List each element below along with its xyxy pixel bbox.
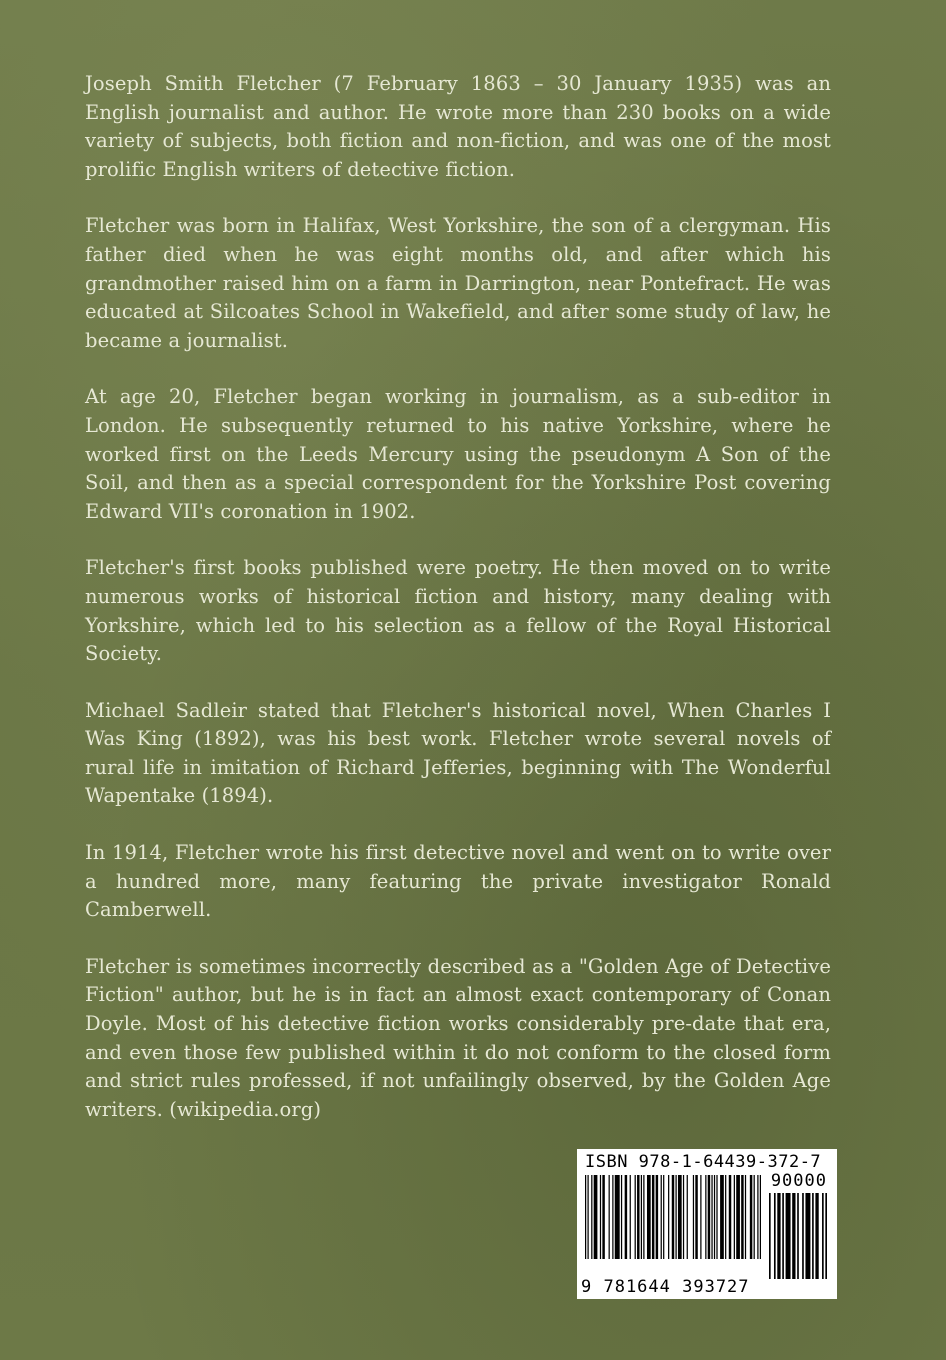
barcode-bar-1 <box>587 1175 588 1259</box>
barcode-bar-24 <box>678 1175 682 1259</box>
barcode-addon-bar-57 <box>822 1193 824 1279</box>
paragraph-early-life: Fletcher was born in Halifax, West Yorkshire, the son of a clergyman. His father died when he was eight months old, and after which his grandmother raised him on a farm in Darrington, near Pontefract. He was educated at Silcoates School in Wakefield, and after some study of law, he became a journalist. <box>85 214 831 352</box>
barcode-bar-29 <box>700 1175 701 1259</box>
barcode-addon-bar-46 <box>769 1193 771 1279</box>
barcode-bar-39 <box>736 1175 740 1259</box>
barcode-bar-38 <box>734 1175 735 1259</box>
barcode-addon-bar-55 <box>812 1193 814 1279</box>
barcode-bar-26 <box>687 1175 688 1259</box>
isbn-barcode <box>577 1149 837 1299</box>
barcode-bar-6 <box>609 1175 610 1259</box>
barcode-bar-14 <box>641 1175 642 1259</box>
barcode-addon-bar-50 <box>786 1193 791 1279</box>
paragraph-first-books: Fletcher's first books published were poetry. He then moved on to write numerous works of historical fiction and history, many dealing with Yorkshire, which led to his selection as a fellow of the Royal Historical Society. <box>85 556 831 666</box>
barcode-bar-15 <box>643 1175 644 1259</box>
barcode-addon-bar-54 <box>805 1193 810 1279</box>
barcode-bar-10 <box>625 1175 627 1259</box>
price-code: 90000 <box>770 1171 827 1191</box>
barcode-bar-33 <box>714 1175 715 1259</box>
paragraph-journalism: At age 20, Fletcher began working in journalism, as a sub-editor in London. He subsequently returned to his native Yorkshire, where he worked first on the Leeds Mercury using the pseudonym A Son of the Soil, and then as a special correspondent for the Yorkshire Post covering Edward VII's coronation in 1902. <box>85 385 831 523</box>
barcode-bar-3 <box>594 1175 598 1259</box>
barcode-bar-4 <box>600 1175 601 1259</box>
barcode-bar-5 <box>602 1175 604 1259</box>
barcode-addon-bar-56 <box>815 1193 818 1279</box>
barcode-addon-bar-58 <box>825 1193 827 1279</box>
barcode-bar-41 <box>745 1175 746 1259</box>
barcode-bar-22 <box>672 1175 674 1259</box>
barcode-bar-21 <box>668 1175 669 1259</box>
paragraph-historical-novel: Michael Sadleir stated that Fletcher's historical novel, When Charles I Was King (1892), was his best work. Fletcher wrote several novels of rural life in imitation of Richard Jefferies, beginning with The Wonderful Wapentake (1894). <box>85 698 831 808</box>
barcode-bar-25 <box>683 1175 684 1259</box>
barcode-bar-32 <box>711 1175 712 1259</box>
barcode-addon-bar-49 <box>782 1193 784 1279</box>
barcode-addon-bar-53 <box>802 1193 804 1279</box>
barcode-bar-23 <box>675 1175 676 1259</box>
barcode-bar-40 <box>741 1175 743 1259</box>
barcode-bar-37 <box>729 1175 731 1259</box>
barcode-bar-35 <box>720 1175 724 1259</box>
barcode-bar-7 <box>612 1175 613 1259</box>
isbn-label: ISBN 978-1-64439-372-7 <box>585 1152 822 1172</box>
barcode-bar-27 <box>693 1175 694 1259</box>
barcode-bar-20 <box>663 1175 664 1259</box>
barcode-bar-12 <box>635 1175 636 1259</box>
barcode-bar-42 <box>750 1175 752 1259</box>
barcode-bar-11 <box>630 1175 631 1259</box>
barcode-bar-8 <box>615 1175 620 1259</box>
back-cover-text <box>85 70 831 1152</box>
paragraph-intro: Joseph Smith Fletcher (7 February 1863 – 30 January 1935) was an English journalist and author. He wrote more than 230 books on a wide variety of subjects, both fiction and non-fiction, and was one of the most prolific English writers of detective fiction. <box>85 72 831 181</box>
barcode-bar-45 <box>760 1175 761 1259</box>
barcode-bar-17 <box>652 1175 654 1259</box>
paragraph-detective-novels: In 1914, Fletcher wrote his first detective novel and went on to write over a hundred more, many featuring the private investigator Ronald Camberwell. <box>85 841 831 922</box>
ean-digits: 9 781644 393727 <box>581 1277 750 1297</box>
barcode-bar-16 <box>647 1175 651 1259</box>
barcode-bar-36 <box>725 1175 726 1259</box>
barcode-bar-43 <box>754 1175 755 1259</box>
barcode-bar-34 <box>716 1175 717 1259</box>
barcode-bar-18 <box>656 1175 658 1259</box>
barcode-addon-bar-51 <box>792 1193 795 1279</box>
barcode-addon-bar-48 <box>777 1193 780 1279</box>
barcode-bar-13 <box>637 1175 639 1259</box>
barcode-bar-44 <box>757 1175 758 1259</box>
barcode-bar-9 <box>621 1175 622 1259</box>
barcode-bar-31 <box>708 1175 710 1259</box>
barcode-bar-0 <box>585 1175 586 1259</box>
barcode-bar-28 <box>695 1175 697 1259</box>
barcode-addon-bar-47 <box>774 1193 776 1279</box>
barcode-bar-30 <box>705 1175 706 1259</box>
barcode-bar-19 <box>661 1175 662 1259</box>
paragraph-golden-age: Fletcher is sometimes incorrectly described as a "Golden Age of Detective Fiction" author, but he is in fact an almost exact contemporary of Conan Doyle. Most of his detective fiction works considerably pre-date that era, and even those few published within it do not conform to the closed form and strict rules professed, if not unfailingly observed, by the Golden Age writers. (wikipedia.org) <box>85 954 831 1121</box>
barcode-addon-bar-52 <box>797 1193 799 1279</box>
barcode-bar-2 <box>591 1175 592 1259</box>
